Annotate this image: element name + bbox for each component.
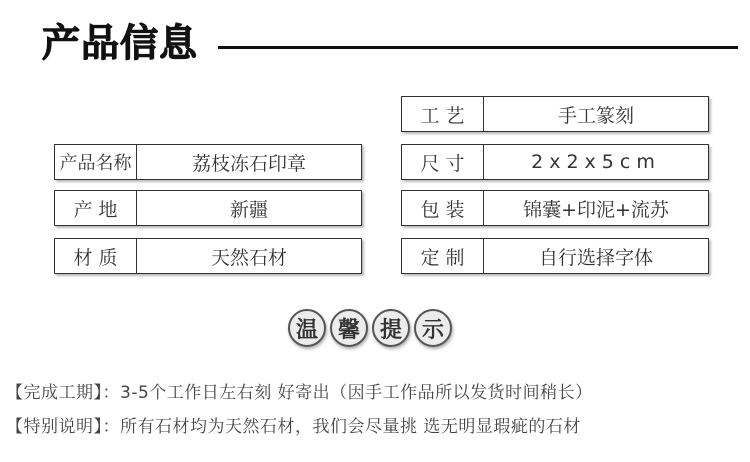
spec-label: 工 艺	[402, 97, 484, 131]
spec-row-customization	[401, 238, 709, 274]
warm-tips-heading	[288, 309, 452, 347]
spec-row-product-name	[54, 144, 362, 180]
tip-char: 提	[372, 309, 410, 347]
spec-label: 包 装	[402, 191, 484, 225]
note-special: 【特别说明】：所有石材均为天然石材，我们会尽量挑 选无明显瑕疵的石材	[6, 417, 581, 437]
page-title: 产品信息	[42, 21, 199, 65]
spec-value: 天然石材	[210, 246, 287, 269]
spec-label: 产 地	[55, 191, 137, 225]
tip-char: 馨	[330, 309, 368, 347]
spec-row-packaging	[401, 190, 709, 226]
title-underline	[218, 46, 738, 49]
spec-row-origin	[54, 190, 362, 226]
tip-char: 温	[288, 309, 326, 347]
spec-value: 荔枝冻石印章	[191, 152, 306, 175]
spec-value: 2x2x5cm	[531, 151, 661, 173]
note-lead-time: 【完成工期】：3-5个工作日左右刻 好寄出（因手工作品所以发货时间稍长）	[6, 383, 593, 403]
spec-value: 自行选择字体	[538, 246, 653, 269]
spec-row-size	[401, 144, 709, 180]
spec-label: 定 制	[402, 239, 484, 273]
spec-label: 材 质	[55, 239, 137, 273]
spec-label: 产品名称	[55, 145, 137, 179]
tip-char: 示	[414, 309, 452, 347]
spec-row-craft	[401, 96, 709, 132]
spec-row-material	[54, 238, 362, 274]
spec-value: 锦囊+印泥+流苏	[523, 198, 669, 221]
spec-label: 尺 寸	[402, 145, 484, 179]
spec-value: 手工篆刻	[557, 104, 634, 127]
spec-value: 新疆	[229, 198, 268, 221]
